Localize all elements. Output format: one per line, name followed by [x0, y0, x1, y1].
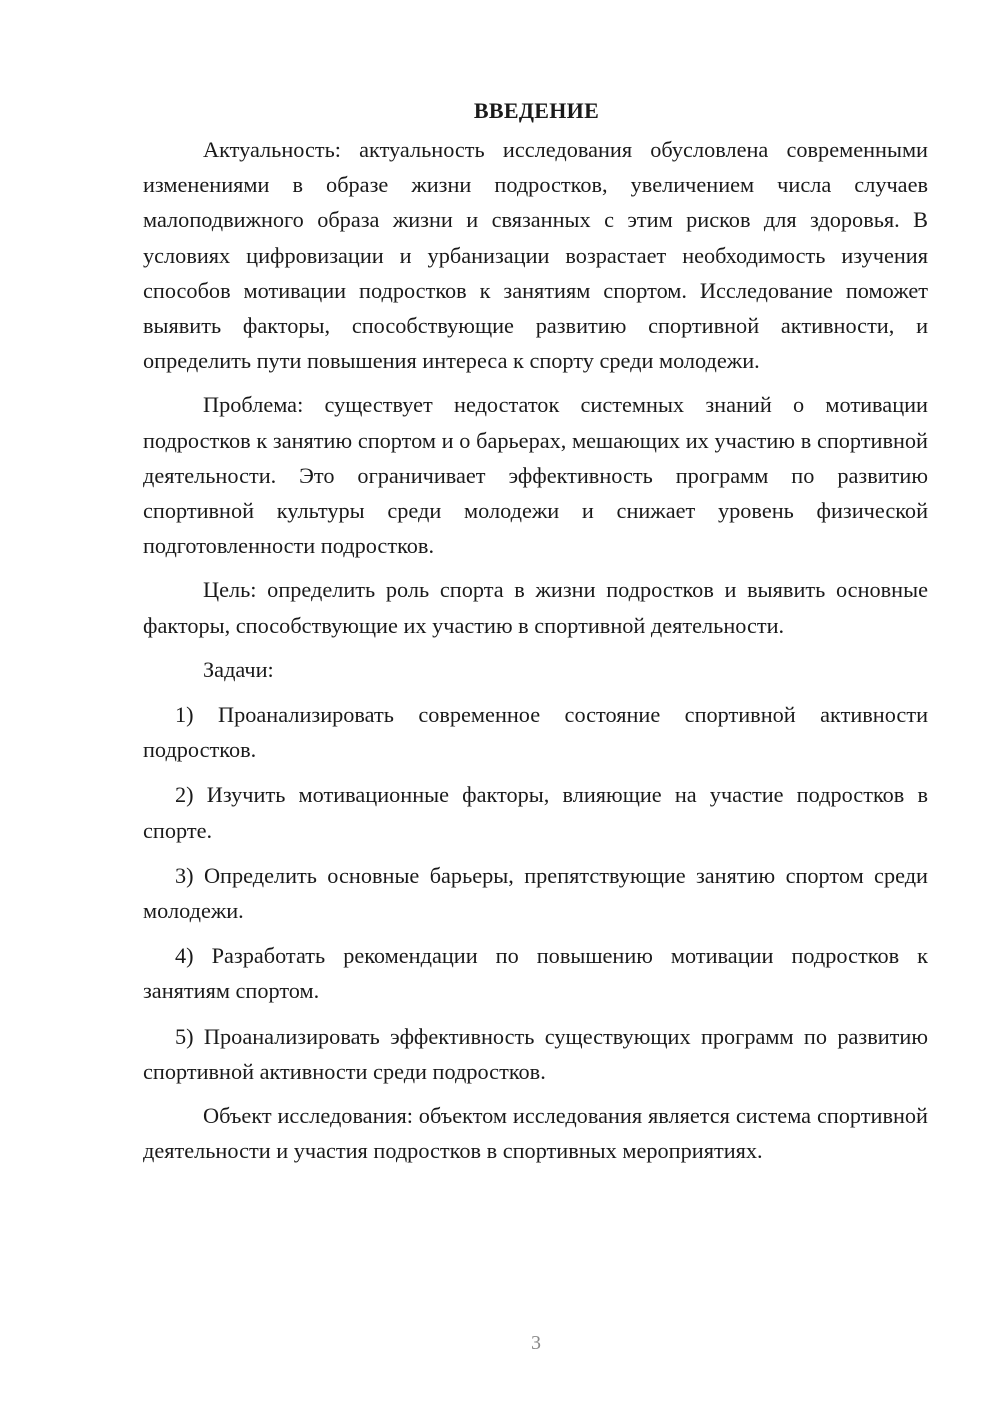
paragraph-object: Объект исследования: объектом исследования является система спортивной деятельности и участия подростков в спортивных мероприятиях.	[143, 1103, 928, 1164]
section-heading: ВВЕДЕНИЕ	[473, 98, 600, 123]
paragraph-problem: Проблема: существует недостаток системных знаний о мотивации подростков к занятию спортом и о барьерах, мешающих их участию в спортивной деятельности. Это ограничивает эффективность программ по развитию спортивной культуры среди молодежи и снижает уровень физической подготовленности подростков.	[143, 392, 928, 559]
paragraph-goal: Цель: определить роль спорта в жизни подростков и выявить основные факторы, способствующие их участию в спортивной деятельности.	[143, 577, 928, 638]
page-number: 3	[531, 1332, 541, 1354]
list-item: 2) Изучить мотивационные факторы, влияющие на участие подростков в спорте.	[143, 782, 928, 843]
paragraph-relevance: Актуальность: актуальность исследования обусловлена современными изменениями в образе жизни подростков, увеличением числа случаев малоподвижного образа жизни и связанных с этим рисков для здоровья. В условиях цифровизации и урбанизации возрастает необходимость изучения способов мотивации подростков к занятиям спортом. Исследование поможет выявить факторы, способствующие развитию спортивной активности, и определить пути повышения интереса к спорту среди молодежи.	[143, 137, 928, 374]
list-item: 3) Определить основные барьеры, препятствующие занятию спортом среди молодежи.	[143, 862, 928, 924]
list-item: 5) Проанализировать эффективность существующих программ по развитию спортивной активности среди подростков.	[143, 1023, 928, 1084]
tasks-list	[143, 697, 928, 1089]
list-item: 4) Разработать рекомендации по повышению мотивации подростков к занятиям спортом.	[143, 943, 928, 1004]
document-page	[143, 93, 928, 1168]
paragraph-tasks-label: Задачи:	[203, 656, 274, 682]
list-item: 1) Проанализировать современное состояние спортивной активности подростков.	[143, 702, 928, 763]
